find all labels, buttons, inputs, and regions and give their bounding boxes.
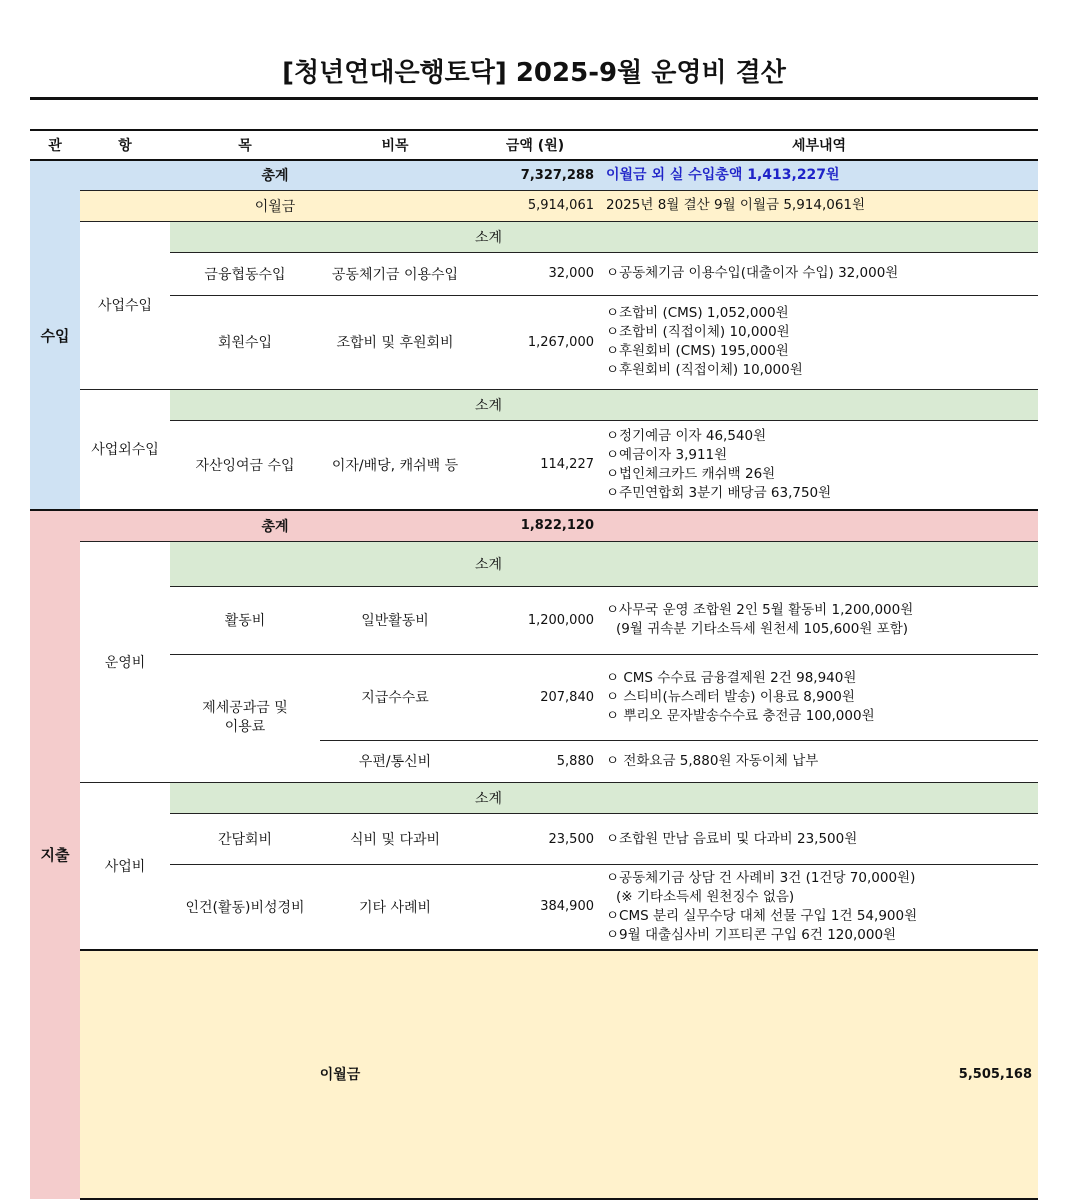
detail-line: ㅇ 전화요금 5,880원 자동이체 납부 — [606, 752, 819, 769]
header-bimok: 비목 — [320, 130, 470, 160]
amount-cell: 23,500 — [470, 814, 600, 865]
final-carryover-label: 이월금 — [80, 950, 600, 1199]
header-mok: 목 — [170, 130, 320, 160]
bimok-cell: 식비 및 다과비 — [320, 814, 470, 865]
detail-line: ㅇ공동체기금 상담 건 사례비 3건 (1건당 70,000원) — [606, 869, 916, 886]
business-subtotal-row — [30, 221, 1038, 252]
table-row — [30, 420, 1038, 509]
final-carryover-amount: 5,505,168 — [600, 950, 1038, 1199]
page-title: [청년연대은행토닥] 2025-9월 운영비 결산 — [282, 58, 786, 88]
income-category: 수입 — [30, 160, 80, 509]
project-subtotal-label: 소계 — [320, 783, 600, 814]
mok-cell: 금융협동수입 — [170, 252, 320, 295]
detail-line: ㅇ후원회비 (CMS) 195,000원 — [606, 343, 789, 359]
detail-line: ㅇ예금이자 3,911원 — [606, 446, 728, 463]
header-detail: 세부내역 — [600, 130, 1038, 160]
income-total-row — [30, 160, 1038, 190]
income-carryover-amount: 5,914,061 — [470, 190, 600, 221]
business-income-label: 사업수입 — [80, 221, 170, 389]
amount-cell: 207,840 — [470, 654, 600, 740]
header-row — [30, 130, 1038, 160]
settlement-table — [30, 129, 1038, 509]
mok-cell: 활동비 — [170, 586, 320, 654]
income-total-detail: 이월금 외 실 수입총액 1,413,227원 — [606, 166, 840, 183]
detail-line: ㅇ9월 대출심사비 기프티콘 구입 6건 120,000원 — [606, 926, 897, 943]
operating-label: 운영비 — [80, 541, 170, 783]
detail-line: ㅇ CMS 수수료 금융결제원 2건 98,940원 — [606, 669, 857, 686]
bimok-cell: 이자/배당, 캐쉬백 등 — [320, 420, 470, 509]
table-row — [30, 654, 1038, 740]
operating-subtotal-row — [30, 541, 1038, 586]
bimok-cell: 우편/통신비 — [320, 740, 470, 782]
mok-cell: 인건(활동)비성경비 — [170, 865, 320, 950]
income-total-label: 총계 — [80, 160, 470, 190]
detail-line: ㅇ공동체기금 이용수입(대출이자 수입) 32,000원 — [606, 265, 899, 281]
amount-cell: 114,227 — [470, 420, 600, 509]
detail-line: (9월 귀속분 기타소득세 원천세 105,600원 포함) — [616, 621, 909, 637]
title-underline — [30, 97, 1038, 100]
bimok-cell: 일반활동비 — [320, 586, 470, 654]
project-label: 사업비 — [80, 783, 170, 950]
detail-line: ㅇ 스티비(뉴스레터 발송) 이용료 8,900원 — [606, 688, 855, 705]
detail-line: ㅇ조합원 만남 음료비 및 다과비 23,500원 — [606, 830, 858, 847]
table-row — [30, 865, 1038, 950]
mok-cell: 제세공과금 및 이용료 — [170, 654, 320, 782]
table-row — [30, 295, 1038, 389]
bimok-cell: 지급수수료 — [320, 654, 470, 740]
detail-line: ㅇ후원회비 (직접이체) 10,000원 — [606, 362, 803, 378]
amount-cell: 32,000 — [470, 252, 600, 295]
mok-cell: 자산잉여금 수입 — [170, 420, 320, 509]
table-row — [30, 252, 1038, 295]
header-hang: 항 — [80, 130, 170, 160]
detail-line: ㅇ정기예금 이자 46,540원 — [606, 427, 767, 444]
expense-total-row — [30, 510, 1038, 541]
detail-line: ㅇCMS 분리 실무수당 대체 선물 구입 1건 54,900원 — [606, 907, 918, 924]
nonbusiness-subtotal-label: 소계 — [320, 389, 600, 420]
project-subtotal-row — [30, 783, 1038, 814]
expense-table — [30, 509, 1038, 1200]
nonbusiness-subtotal-row — [30, 389, 1038, 420]
table-row — [30, 814, 1038, 865]
nonbusiness-income-label: 사업외수입 — [80, 389, 170, 509]
expense-total-amount: 1,822,120 — [470, 510, 600, 541]
bimok-cell: 조합비 및 후원회비 — [320, 295, 470, 389]
amount-cell: 384,900 — [470, 865, 600, 950]
detail-line: ㅇ사무국 운영 조합원 2인 5월 활동비 1,200,000원 — [606, 602, 914, 618]
detail-line: ㅇ조합비 (CMS) 1,052,000원 — [606, 305, 789, 321]
expense-total-label: 총계 — [80, 510, 470, 541]
bimok-cell: 공동체기금 이용수입 — [320, 252, 470, 295]
expense-category: 지출 — [30, 510, 80, 1199]
header-amount: 금액 (원) — [470, 130, 600, 160]
amount-cell: 1,267,000 — [470, 295, 600, 389]
table-row — [30, 586, 1038, 654]
mok-cell: 회원수입 — [170, 295, 320, 389]
income-carryover-detail: 2025년 8월 결산 9월 이월금 5,914,061원 — [600, 190, 1038, 221]
header-gwan: 관 — [30, 130, 80, 160]
amount-cell: 5,880 — [470, 740, 600, 782]
operating-subtotal-label: 소계 — [320, 541, 600, 586]
business-subtotal-label: 소계 — [320, 221, 600, 252]
detail-line: ㅇ 뿌리오 문자발송수수료 충전금 100,000원 — [606, 707, 875, 724]
detail-line: ㅇ법인체크카드 캐쉬백 26원 — [606, 465, 776, 482]
final-carryover-row — [30, 950, 1038, 1199]
income-total-amount: 7,327,288 — [470, 160, 600, 190]
income-carryover-row — [30, 190, 1038, 221]
amount-cell: 1,200,000 — [470, 586, 600, 654]
detail-line: ㅇ주민연합회 3분기 배당금 63,750원 — [606, 484, 832, 501]
detail-line: (※ 기타소득세 원천징수 없음) — [616, 888, 795, 905]
detail-line: ㅇ조합비 (직접이체) 10,000원 — [606, 324, 790, 340]
income-carryover-label: 이월금 — [80, 190, 470, 221]
mok-cell: 간담회비 — [170, 814, 320, 865]
bimok-cell: 기타 사례비 — [320, 865, 470, 950]
